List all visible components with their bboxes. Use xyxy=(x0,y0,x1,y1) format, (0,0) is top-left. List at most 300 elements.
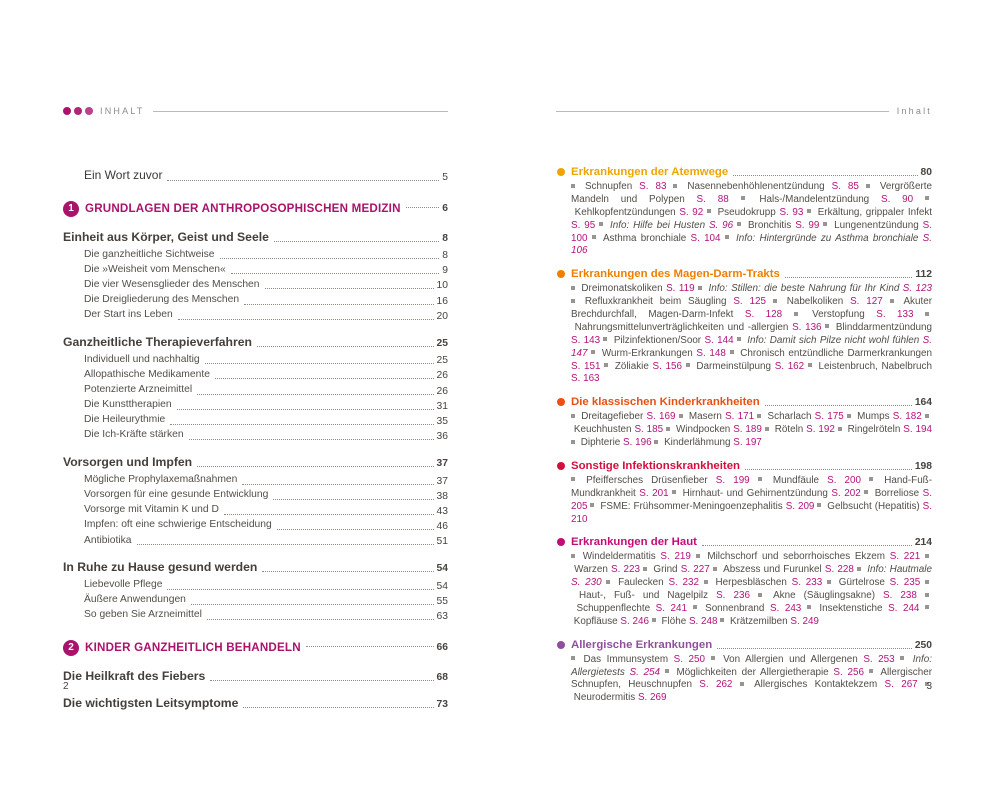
section-heading-entry xyxy=(63,696,448,710)
topic-page-ref: S. 123 xyxy=(902,283,932,295)
entry-page: 10 xyxy=(436,280,448,292)
topic-entry xyxy=(571,181,666,192)
dotted-leader xyxy=(277,529,434,530)
topic-label: Windeldermatitis xyxy=(578,551,661,563)
topic-entry xyxy=(599,220,733,231)
entry-page: 25 xyxy=(436,355,448,367)
left-page-header xyxy=(63,106,448,116)
section-title: Die Heilkraft des Fiebers xyxy=(63,668,206,683)
topic-page-ref: S. 171 xyxy=(725,411,755,423)
toc-entry xyxy=(63,504,448,517)
entry-page: 54 xyxy=(436,563,448,575)
square-bullet-icon xyxy=(652,618,656,622)
entry-page: 250 xyxy=(914,639,932,651)
topic-label: Zöliakie xyxy=(611,360,653,372)
topic-page-ref: S. 83 xyxy=(639,181,667,192)
topic-label: Darmeinstülpung xyxy=(692,360,775,372)
topic-entry xyxy=(741,194,914,205)
topic-label: Ringelröteln xyxy=(844,424,904,436)
topic-label: Borreliose xyxy=(871,487,923,499)
square-bullet-icon xyxy=(665,669,669,673)
square-bullet-icon xyxy=(673,184,677,188)
dotted-leader xyxy=(177,409,434,410)
chapter-entry xyxy=(63,201,448,217)
topic-page-ref: S. 151 xyxy=(571,360,601,372)
topic-page-ref: S. 246 xyxy=(620,615,649,627)
topic-entry xyxy=(713,564,854,575)
section-heading-entry xyxy=(556,639,932,651)
topic-label: Dreimonatskoliken xyxy=(578,283,667,295)
topic-page-ref: S. 162 xyxy=(774,360,805,372)
header-rule xyxy=(556,111,889,112)
dotted-leader xyxy=(220,258,440,259)
topic-label: Hals-/Mandelentzündung xyxy=(747,193,882,205)
entry-label: Vorsorgen für eine gesunde Entwicklung xyxy=(84,489,269,501)
section-topics xyxy=(571,654,932,706)
illness-section xyxy=(556,396,932,450)
square-bullet-icon xyxy=(925,605,929,609)
topic-label: Masern xyxy=(685,411,726,423)
topic-label: Blinddarmentzündung xyxy=(832,321,932,333)
entry-label: Individuell und nachhaltig xyxy=(84,353,200,365)
topic-entry xyxy=(571,296,766,307)
entry-label: Vorsorge mit Vitamin K und D xyxy=(84,504,219,516)
entry-page: 37 xyxy=(436,457,448,469)
topic-page-ref: S. 248 xyxy=(688,615,718,627)
topic-label: Dreitagefieber xyxy=(578,411,647,423)
entry-label: Die Heileurythmie xyxy=(84,414,166,426)
topic-entry xyxy=(773,296,883,307)
entry-page: 112 xyxy=(915,269,932,281)
square-bullet-icon xyxy=(765,427,769,431)
header-dots-icon xyxy=(63,107,93,115)
topic-label: Bronchitis xyxy=(744,219,796,231)
square-bullet-icon xyxy=(730,350,734,354)
square-bullet-icon xyxy=(890,299,894,303)
toc-entry xyxy=(63,609,448,622)
square-bullet-icon xyxy=(591,350,595,354)
topic-label: Pseudokrupp xyxy=(713,206,780,218)
section-topics xyxy=(571,411,932,450)
entry-label: Mögliche Prophylaxemaßnahmen xyxy=(84,473,238,485)
square-bullet-icon xyxy=(654,440,658,444)
topic-page-ref: S. 262 xyxy=(699,679,733,691)
dotted-leader xyxy=(243,707,433,708)
topic-page-ref: S. 125 xyxy=(733,296,766,308)
dotted-leader xyxy=(167,589,433,590)
entry-page: 37 xyxy=(436,475,448,487)
square-bullet-icon xyxy=(866,184,870,188)
entry-page: 5 xyxy=(442,171,448,183)
topic-label: Von Allergien und Allergenen xyxy=(717,653,864,665)
topic-label: Pfeiffersches Drüsenfieber xyxy=(578,474,716,486)
dotted-leader xyxy=(197,466,433,467)
square-bullet-icon xyxy=(571,440,575,444)
dotted-leader xyxy=(306,646,434,647)
topic-entry xyxy=(591,348,726,359)
dotted-leader xyxy=(170,424,433,425)
square-bullet-icon xyxy=(827,580,831,584)
entry-label: Die ganzheitliche Sichtweise xyxy=(84,248,215,260)
topic-page-ref: S. 200 xyxy=(827,474,862,486)
topic-label: Diphterie xyxy=(578,437,624,448)
toc-entry xyxy=(63,279,448,292)
topic-entry xyxy=(696,551,921,562)
illness-section xyxy=(556,536,932,628)
topic-entry xyxy=(604,361,682,372)
entry-page: 38 xyxy=(436,490,448,502)
square-bullet-icon xyxy=(686,363,690,367)
topic-entry xyxy=(673,181,859,192)
topic-page-ref: S. 243 xyxy=(769,602,802,614)
topic-page-ref: S. 133 xyxy=(876,309,914,320)
entry-page: 55 xyxy=(436,595,448,607)
chapter-number-badge: 1 xyxy=(63,201,79,217)
topic-page-ref: S. 269 xyxy=(637,692,667,704)
entry-label: Äußere Anwendungen xyxy=(84,594,186,606)
section-heading-entry xyxy=(63,230,448,244)
illness-section xyxy=(556,268,932,386)
dotted-leader xyxy=(273,499,433,500)
square-bullet-icon xyxy=(825,324,829,328)
section-bullet-icon xyxy=(557,398,565,406)
topic-page-ref: S. 99 xyxy=(795,219,820,231)
topic-entry xyxy=(838,424,932,435)
section-title: Erkrankungen der Atemwege xyxy=(571,166,729,178)
topic-label: Kehlkopfentzündungen xyxy=(571,206,680,218)
entry-page: 214 xyxy=(914,537,932,549)
topic-page-ref: S. 209 xyxy=(785,500,815,512)
dotted-leader xyxy=(274,241,439,242)
topic-entry xyxy=(643,564,710,575)
square-bullet-icon xyxy=(758,593,762,597)
topic-entry xyxy=(707,207,803,218)
section-title: In Ruhe zu Hause gesund werden xyxy=(63,560,258,575)
square-bullet-icon xyxy=(707,209,711,213)
topic-label: Hirnhaut- und Gehirnentzündung xyxy=(679,487,832,499)
section-title: Allergische Erkrankungen xyxy=(571,638,713,651)
square-bullet-icon xyxy=(604,363,608,367)
topic-page-ref: S. 221 xyxy=(889,551,921,563)
topic-label: Allergischer Schnupfen, Heuschnupfen xyxy=(571,666,932,691)
topic-entry xyxy=(603,335,733,346)
square-bullet-icon xyxy=(711,656,715,660)
topic-label: Kopfläuse xyxy=(571,615,621,627)
topic-entry xyxy=(686,361,804,372)
dotted-leader xyxy=(197,394,433,395)
entry-page: 20 xyxy=(436,310,448,322)
section-heading-entry xyxy=(63,669,448,683)
topic-label: Möglichkeiten der Allergietherapie xyxy=(671,666,834,678)
topic-entry xyxy=(704,577,822,588)
section-heading-entry xyxy=(556,166,932,178)
entry-page: 43 xyxy=(436,505,448,517)
dotted-leader xyxy=(137,544,434,545)
topic-page-ref: S. 92 xyxy=(679,206,704,218)
entry-page: 8 xyxy=(442,250,448,262)
topic-label: Windpocken xyxy=(673,424,734,436)
topic-entry xyxy=(807,603,920,614)
square-bullet-icon xyxy=(606,580,610,584)
toc-entry xyxy=(63,519,448,532)
topic-entry xyxy=(606,577,699,588)
square-bullet-icon xyxy=(603,337,607,341)
topic-page-ref: S. 244 xyxy=(888,602,920,614)
entry-page: 25 xyxy=(436,337,448,349)
section-topics xyxy=(571,283,932,386)
topic-entry xyxy=(672,488,861,499)
chapter-number-badge: 2 xyxy=(63,640,79,656)
dotted-leader xyxy=(733,175,917,176)
topic-page-ref: S. 249 xyxy=(790,615,819,627)
topic-label: Herpesbläschen xyxy=(710,577,792,589)
topic-page-ref: S. 210 xyxy=(571,500,932,525)
section-heading-entry xyxy=(63,335,448,349)
square-bullet-icon xyxy=(666,427,670,431)
toc-entry xyxy=(63,354,448,367)
entry-page: 6 xyxy=(442,203,448,215)
entry-label: Allopathische Medikamente xyxy=(84,368,210,380)
toc-entry xyxy=(63,414,448,427)
topic-page-ref: S. 127 xyxy=(850,296,883,308)
dotted-leader xyxy=(244,304,433,305)
section-bullet-icon xyxy=(557,270,565,278)
section-heading-entry xyxy=(63,455,448,469)
entry-page: 80 xyxy=(920,167,932,178)
square-bullet-icon xyxy=(571,299,575,303)
dotted-leader xyxy=(406,207,440,208)
topic-page-ref: S. 194 xyxy=(903,424,932,436)
topic-entry xyxy=(693,603,802,614)
topic-page-ref: S. 202 xyxy=(831,487,861,499)
square-bullet-icon xyxy=(592,235,596,239)
chapter-title: KINDER GANZHEITLICH BEHANDELN xyxy=(85,641,301,655)
topic-label: Nasennebenhöhlenentzündung xyxy=(680,181,832,192)
section-topics xyxy=(571,181,932,258)
dotted-leader xyxy=(717,648,912,649)
square-bullet-icon xyxy=(838,427,842,431)
toc-entry xyxy=(63,399,448,412)
topic-page-ref: S. 88 xyxy=(696,193,729,205)
dotted-leader xyxy=(231,273,440,274)
topic-page-ref: S. 185 xyxy=(634,424,664,436)
section-bullet-icon xyxy=(557,168,565,176)
topic-label: Info: Hautmale xyxy=(864,564,932,576)
square-bullet-icon xyxy=(847,414,851,418)
entry-page: 198 xyxy=(914,460,932,472)
topic-label: Info: Stillen: die beste Nahrung für Ihr Kind xyxy=(705,283,903,295)
topic-label: Refluxkrankheit beim Säugling xyxy=(578,296,734,308)
square-bullet-icon xyxy=(925,312,929,316)
topic-entry xyxy=(571,475,750,486)
topic-page-ref: S. 238 xyxy=(883,590,917,601)
topic-page-ref: S. 95 xyxy=(571,219,596,231)
topic-page-ref: S. 197 xyxy=(733,437,762,448)
toc-entry xyxy=(63,384,448,397)
toc-entry xyxy=(63,309,448,322)
dotted-leader xyxy=(224,514,434,515)
topic-page-ref: S. 148 xyxy=(696,347,726,359)
section-bullet-icon xyxy=(557,462,565,470)
left-page-number: 2 xyxy=(63,681,69,692)
right-header-label: Inhalt xyxy=(896,106,932,116)
illness-section xyxy=(556,639,932,706)
topic-entry xyxy=(711,654,895,665)
toc-entry xyxy=(63,594,448,607)
dotted-leader xyxy=(257,346,434,347)
topic-page-ref: S. 199 xyxy=(715,474,750,486)
square-bullet-icon xyxy=(696,554,700,558)
toc-entry xyxy=(63,264,448,277)
square-bullet-icon xyxy=(571,414,575,418)
square-bullet-icon xyxy=(757,414,761,418)
square-bullet-icon xyxy=(693,605,697,609)
section-title: Vorsorgen und Impfen xyxy=(63,454,193,469)
square-bullet-icon xyxy=(590,503,594,507)
entry-page: 46 xyxy=(436,520,448,532)
topic-page-ref: S. 144 xyxy=(704,334,734,346)
topic-page-ref: S. 106 xyxy=(571,232,932,257)
square-bullet-icon xyxy=(925,580,929,584)
section-heading-entry xyxy=(556,536,932,548)
square-bullet-icon xyxy=(864,490,868,494)
square-bullet-icon xyxy=(857,567,861,571)
entry-page: 8 xyxy=(442,232,448,244)
square-bullet-icon xyxy=(704,580,708,584)
entry-page: 36 xyxy=(436,430,448,442)
topic-label: Krätzemilben xyxy=(727,615,791,627)
dotted-leader xyxy=(702,545,912,546)
topic-entry xyxy=(720,616,819,627)
entry-label: Die »Weisheit vom Menschen« xyxy=(84,263,226,275)
square-bullet-icon xyxy=(773,299,777,303)
topic-entry xyxy=(737,220,819,231)
topic-entry xyxy=(665,667,864,678)
topic-label: Akne (Säuglingsakne) xyxy=(765,590,884,601)
dotted-leader xyxy=(262,571,433,572)
right-page-header xyxy=(556,106,932,116)
toc-right-column xyxy=(556,166,932,715)
topic-entry xyxy=(827,577,920,588)
topic-entry xyxy=(571,283,695,294)
toc-entry xyxy=(63,249,448,262)
topic-page-ref: S. 128 xyxy=(744,309,783,320)
topic-entry xyxy=(765,424,835,435)
square-bullet-icon xyxy=(672,490,676,494)
square-bullet-icon xyxy=(925,414,929,418)
section-title: Die klassischen Kinderkrankheiten xyxy=(571,396,760,409)
topic-label: FSME: Frühsommer-Meningoenzephalitis xyxy=(597,500,786,512)
topic-page-ref: S. 156 xyxy=(652,360,683,372)
section-title: Sonstige Infektionskrankheiten xyxy=(571,459,740,472)
topic-label: Nahrungsmittelunverträglichkeiten und -allergien xyxy=(571,321,793,333)
entry-page: 26 xyxy=(436,385,448,397)
entry-page: 9 xyxy=(442,265,448,277)
square-bullet-icon xyxy=(925,554,929,558)
topic-page-ref: S. 230 xyxy=(571,577,602,589)
topic-label: Haut-, Fuß- und Nagelpilz xyxy=(571,590,717,601)
entry-page: 63 xyxy=(436,610,448,622)
topic-label: Sonnenbrand xyxy=(699,602,770,614)
square-bullet-icon xyxy=(817,503,821,507)
topic-label: Scharlach xyxy=(764,411,815,423)
section-title: Ganzheitliche Therapieverfahren xyxy=(63,334,252,349)
toc-left-column xyxy=(63,168,448,715)
topic-entry xyxy=(571,654,705,665)
topic-label: Grind xyxy=(650,564,681,576)
topic-page-ref: S. 175 xyxy=(814,411,844,423)
entry-label: Ein Wort zuvor xyxy=(84,168,163,182)
topic-page-ref: S. 223 xyxy=(611,564,641,576)
square-bullet-icon xyxy=(823,222,827,226)
topic-label: Leistenbruch, Nabelbruch xyxy=(814,360,932,372)
entry-label: Liebevolle Pflege xyxy=(84,579,163,591)
topic-page-ref: S. 196 xyxy=(623,437,652,448)
topic-entry xyxy=(571,437,652,448)
entry-page: 31 xyxy=(436,400,448,412)
topic-label: Gelbsucht (Hepatitis) xyxy=(824,500,923,512)
topic-label: Milchschorf und seborrhoisches Ekzem xyxy=(702,551,890,563)
topic-label: Hand-Fuß-Mundkrankheit xyxy=(571,474,933,499)
topic-page-ref: S. 182 xyxy=(892,411,922,423)
topic-page-ref: S. 93 xyxy=(779,206,804,218)
dotted-leader xyxy=(242,484,433,485)
topic-page-ref: S. 136 xyxy=(792,321,822,333)
entry-label: Die vier Wesensglieder des Menschen xyxy=(84,278,260,290)
toc-entry xyxy=(63,489,448,502)
section-bullet-icon xyxy=(557,641,565,649)
square-bullet-icon xyxy=(794,312,798,316)
dotted-leader xyxy=(210,680,433,681)
topic-page-ref: S. 232 xyxy=(668,577,700,589)
topic-label: Gürtelrose xyxy=(834,577,890,589)
topic-page-ref: S. 119 xyxy=(666,283,695,295)
section-title: Die wichtigsten Leitsymptome xyxy=(63,695,239,710)
section-topics xyxy=(571,551,932,628)
topic-page-ref: S. 267 xyxy=(884,679,918,691)
entry-page: 54 xyxy=(436,580,448,592)
topic-page-ref: S. 233 xyxy=(791,577,823,589)
toc-entry xyxy=(63,474,448,487)
topic-entry xyxy=(757,411,843,422)
square-bullet-icon xyxy=(571,477,575,481)
section-heading-entry xyxy=(556,268,932,280)
topic-label: Das Immunsystem xyxy=(578,653,674,665)
topic-entry xyxy=(654,437,761,448)
entry-page: 164 xyxy=(914,397,932,409)
topic-entry xyxy=(571,551,691,562)
topic-page-ref: S. 169 xyxy=(646,411,676,423)
dotted-leader xyxy=(191,604,434,605)
topic-page-ref: S. 241 xyxy=(655,602,688,614)
topic-page-ref: S. 254 xyxy=(629,666,661,678)
topic-label: Info: Allergietests xyxy=(571,653,932,678)
topic-page-ref: S. 85 xyxy=(831,181,859,192)
dotted-leader xyxy=(189,439,434,440)
section-title: Einheit aus Körper, Geist und Seele xyxy=(63,229,269,244)
illness-section xyxy=(556,460,932,527)
square-bullet-icon xyxy=(725,235,729,239)
square-bullet-icon xyxy=(807,209,811,213)
entry-label: Die Dreigliederung des Menschen xyxy=(84,294,240,306)
topic-page-ref: S. 96 xyxy=(708,219,734,231)
entry-label: Antibiotika xyxy=(84,534,132,546)
right-page-number: 3 xyxy=(926,681,932,692)
topic-page-ref: S. 219 xyxy=(660,551,691,563)
topic-entry xyxy=(758,475,861,486)
square-bullet-icon xyxy=(679,414,683,418)
toc-entry xyxy=(63,168,448,183)
